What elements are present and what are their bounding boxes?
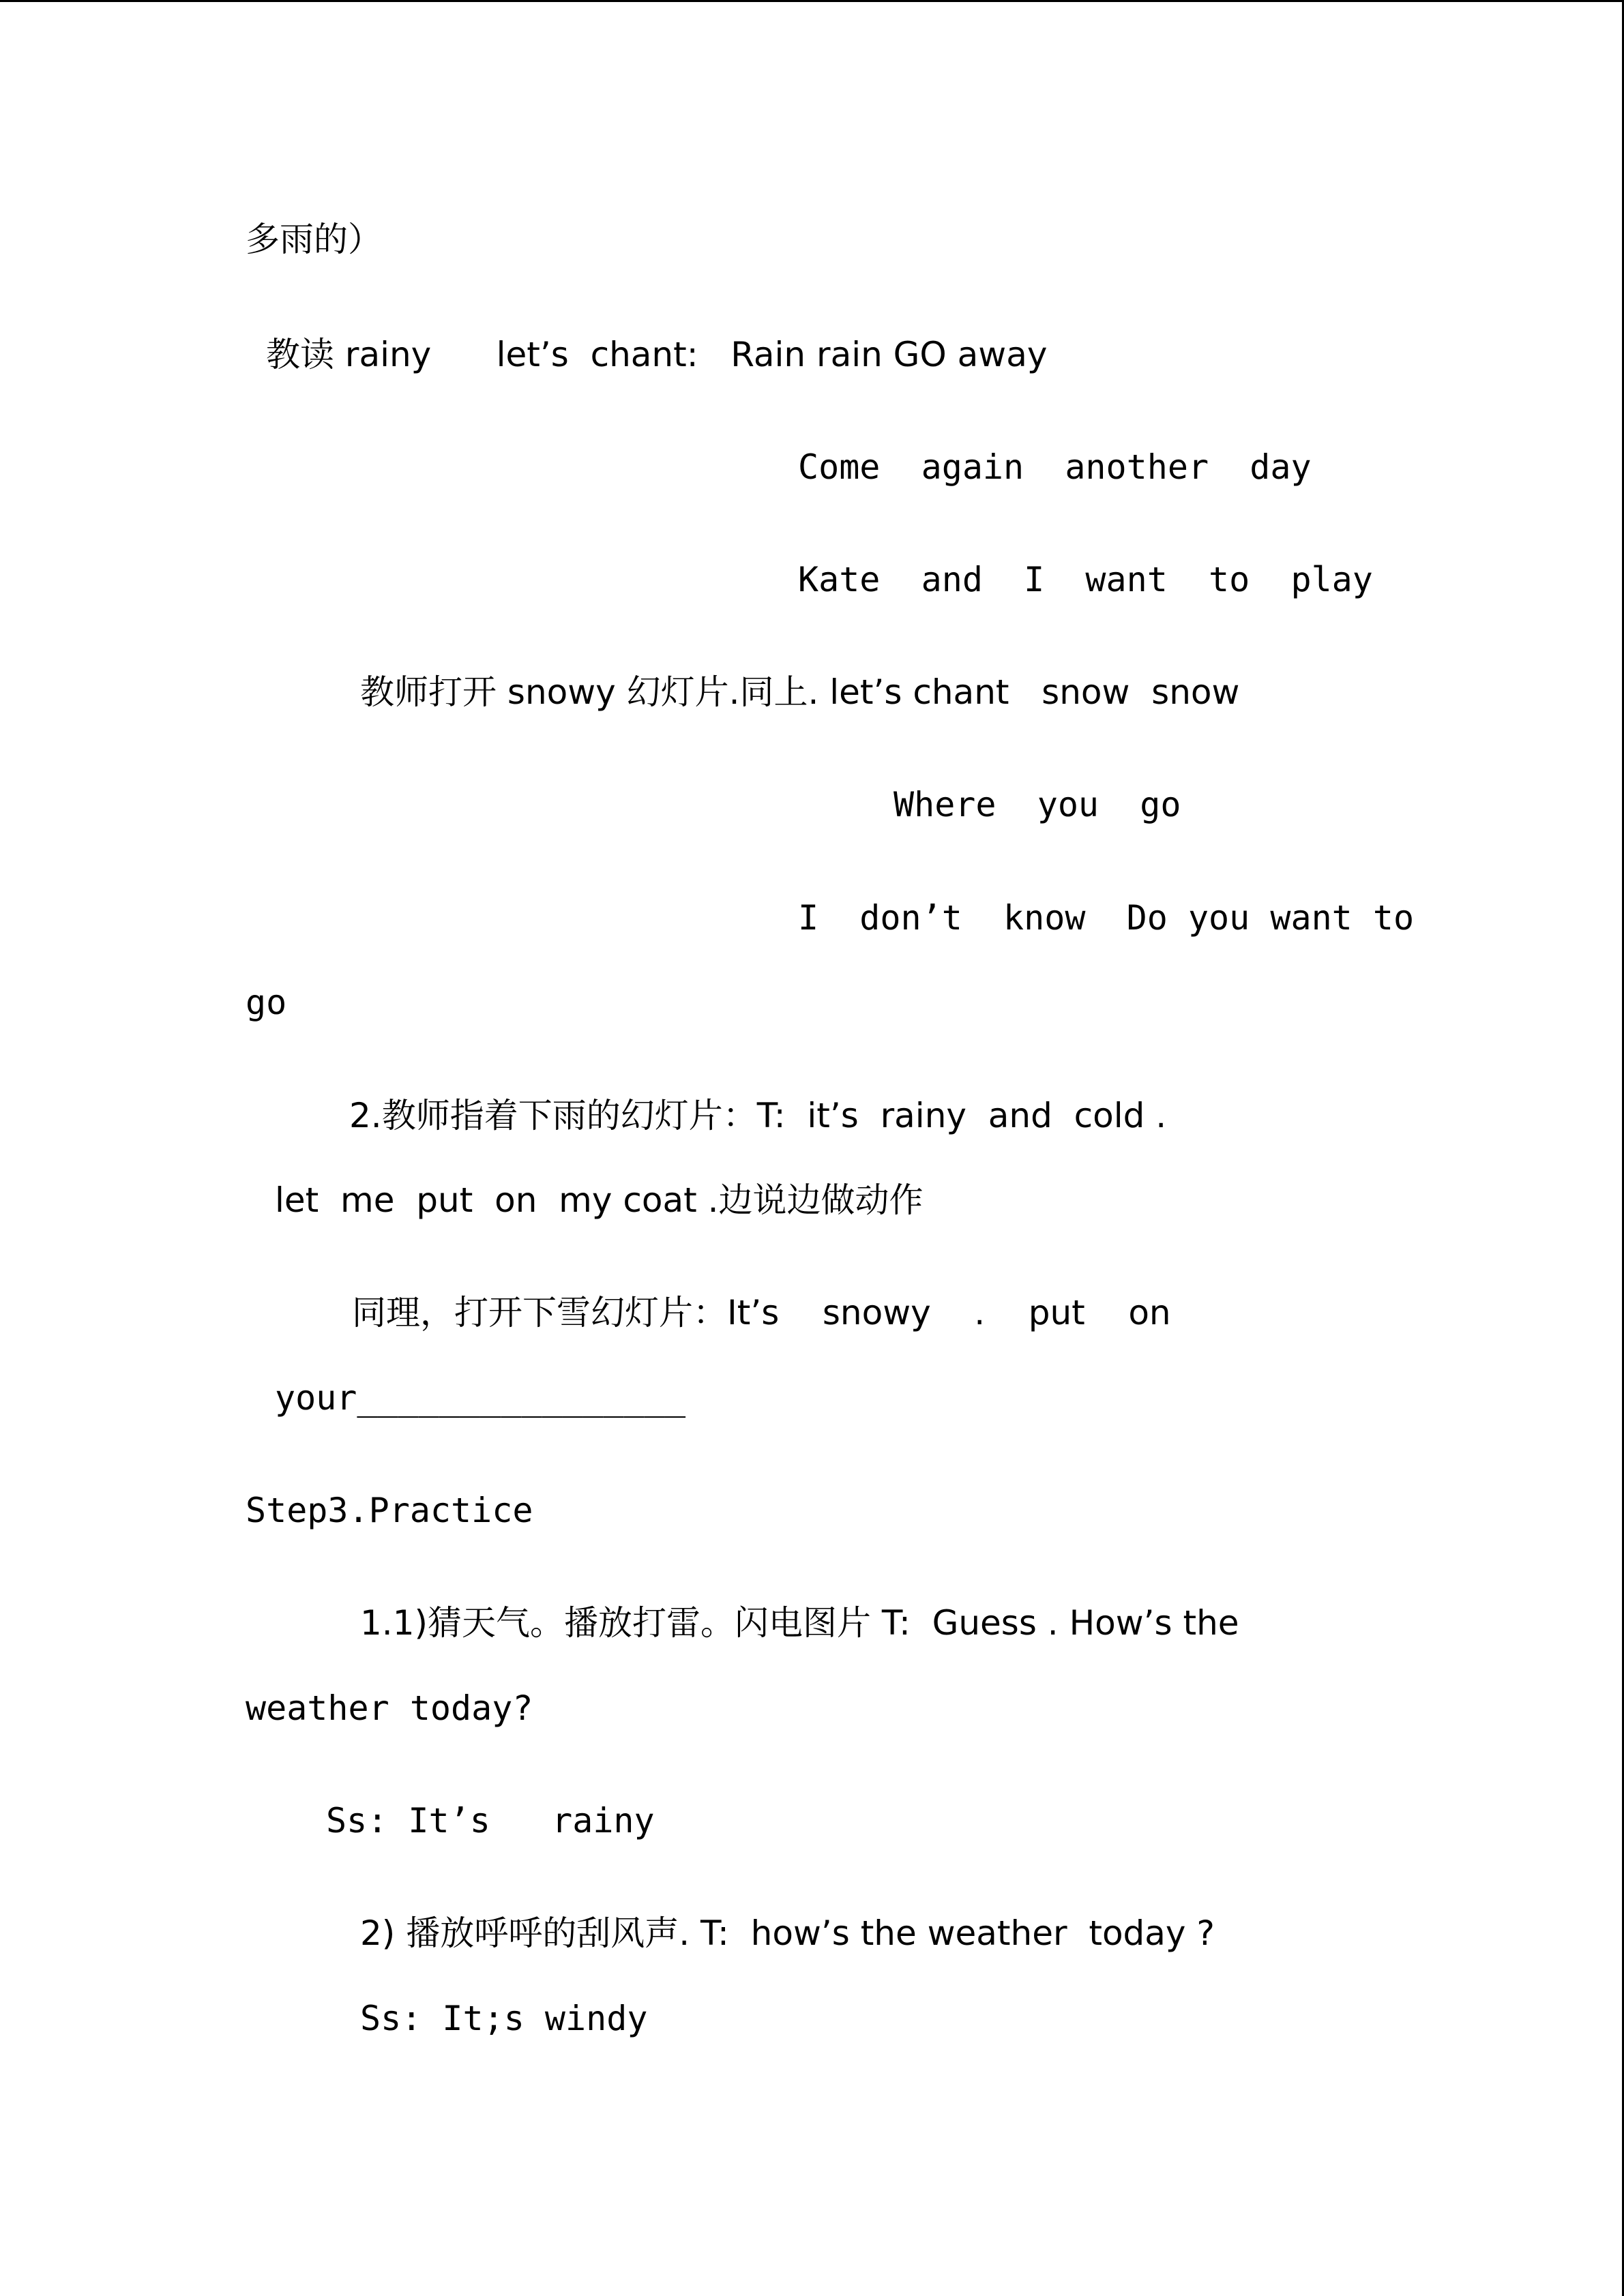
text-line-16: Ss: It’s rainy [326,1801,655,1840]
text-line-3: Come again another day [798,447,1312,487]
text-line-4: Kate and I want to play [798,560,1373,599]
text-line-17: 2) 播放呼呼的刮风声. T: how’s the weather today ? [360,1913,1215,1953]
text-line-1: 多雨的） [246,220,382,259]
text-line-7: I don’t know Do you want to [798,898,1415,938]
text-line-10: let me put on my coat .边说边做动作 [275,1180,924,1220]
text-line-2: 教读 rainy let’s chant: Rain rain GO away [266,335,1048,374]
text-line-9: 2.教师指着下雨的幻灯片：T: it’s rainy and cold . [349,1096,1167,1135]
text-line-5: 教师打开 snowy 幻灯片.同上. let’s chant snow snow [360,672,1240,712]
text-line-18: Ss: It;s windy [360,1999,648,2038]
text-line-15: weather today? [246,1688,533,1728]
text-line-8: go [246,983,287,1022]
section-heading-step3: Step3.Practice [246,1491,533,1530]
text-line-11: 同理，打开下雪幻灯片：It’s snowy . put on [352,1293,1171,1332]
text-line-12: your________________ [275,1378,686,1418]
text-line-14: 1.1)猜天气。播放打雷。闪电图片 T: Guess . How’s the [360,1603,1239,1643]
text-line-6: Where you go [894,785,1181,824]
